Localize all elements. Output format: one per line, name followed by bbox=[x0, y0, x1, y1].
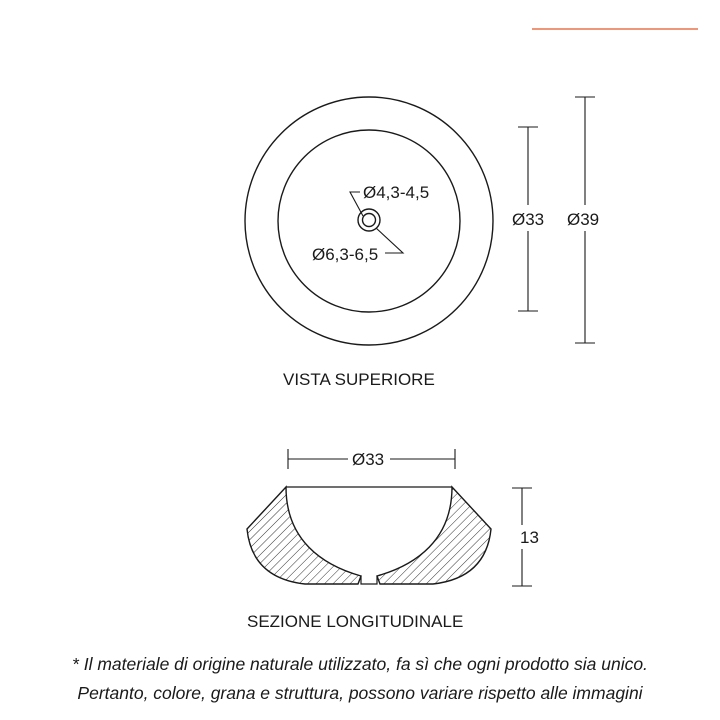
inner-basin-circle bbox=[278, 130, 460, 312]
section-view-caption: SEZIONE LONGITUDINALE bbox=[247, 612, 464, 631]
section-left-wall bbox=[247, 487, 361, 584]
section-view bbox=[247, 447, 543, 586]
outer-rim-circle bbox=[245, 97, 493, 345]
section-right-wall bbox=[377, 487, 491, 584]
section-width-label: Ø33 bbox=[352, 450, 385, 469]
top-view-caption: VISTA SUPERIORE bbox=[283, 370, 435, 389]
drain-inner-circle bbox=[363, 214, 376, 227]
material-note-line1: * Il materiale di origine naturale utilizzato, fa sì che ogni prodotto sia unico. bbox=[72, 654, 648, 674]
drain-outer-label: Ø6,3-6,5 bbox=[312, 245, 379, 264]
material-note-line2: Pertanto, colore, grana e struttura, possono variare rispetto alle immagini bbox=[77, 683, 643, 703]
section-drain-hole bbox=[361, 576, 377, 584]
outer-diameter-label: Ø39 bbox=[567, 210, 600, 229]
drain-inner-label: Ø4,3-4,5 bbox=[363, 183, 430, 202]
section-height-label: 13 bbox=[520, 528, 539, 547]
inner-diameter-label: Ø33 bbox=[512, 210, 545, 229]
drain-inner-leader bbox=[350, 192, 363, 216]
drain-outer-leader bbox=[376, 228, 403, 253]
